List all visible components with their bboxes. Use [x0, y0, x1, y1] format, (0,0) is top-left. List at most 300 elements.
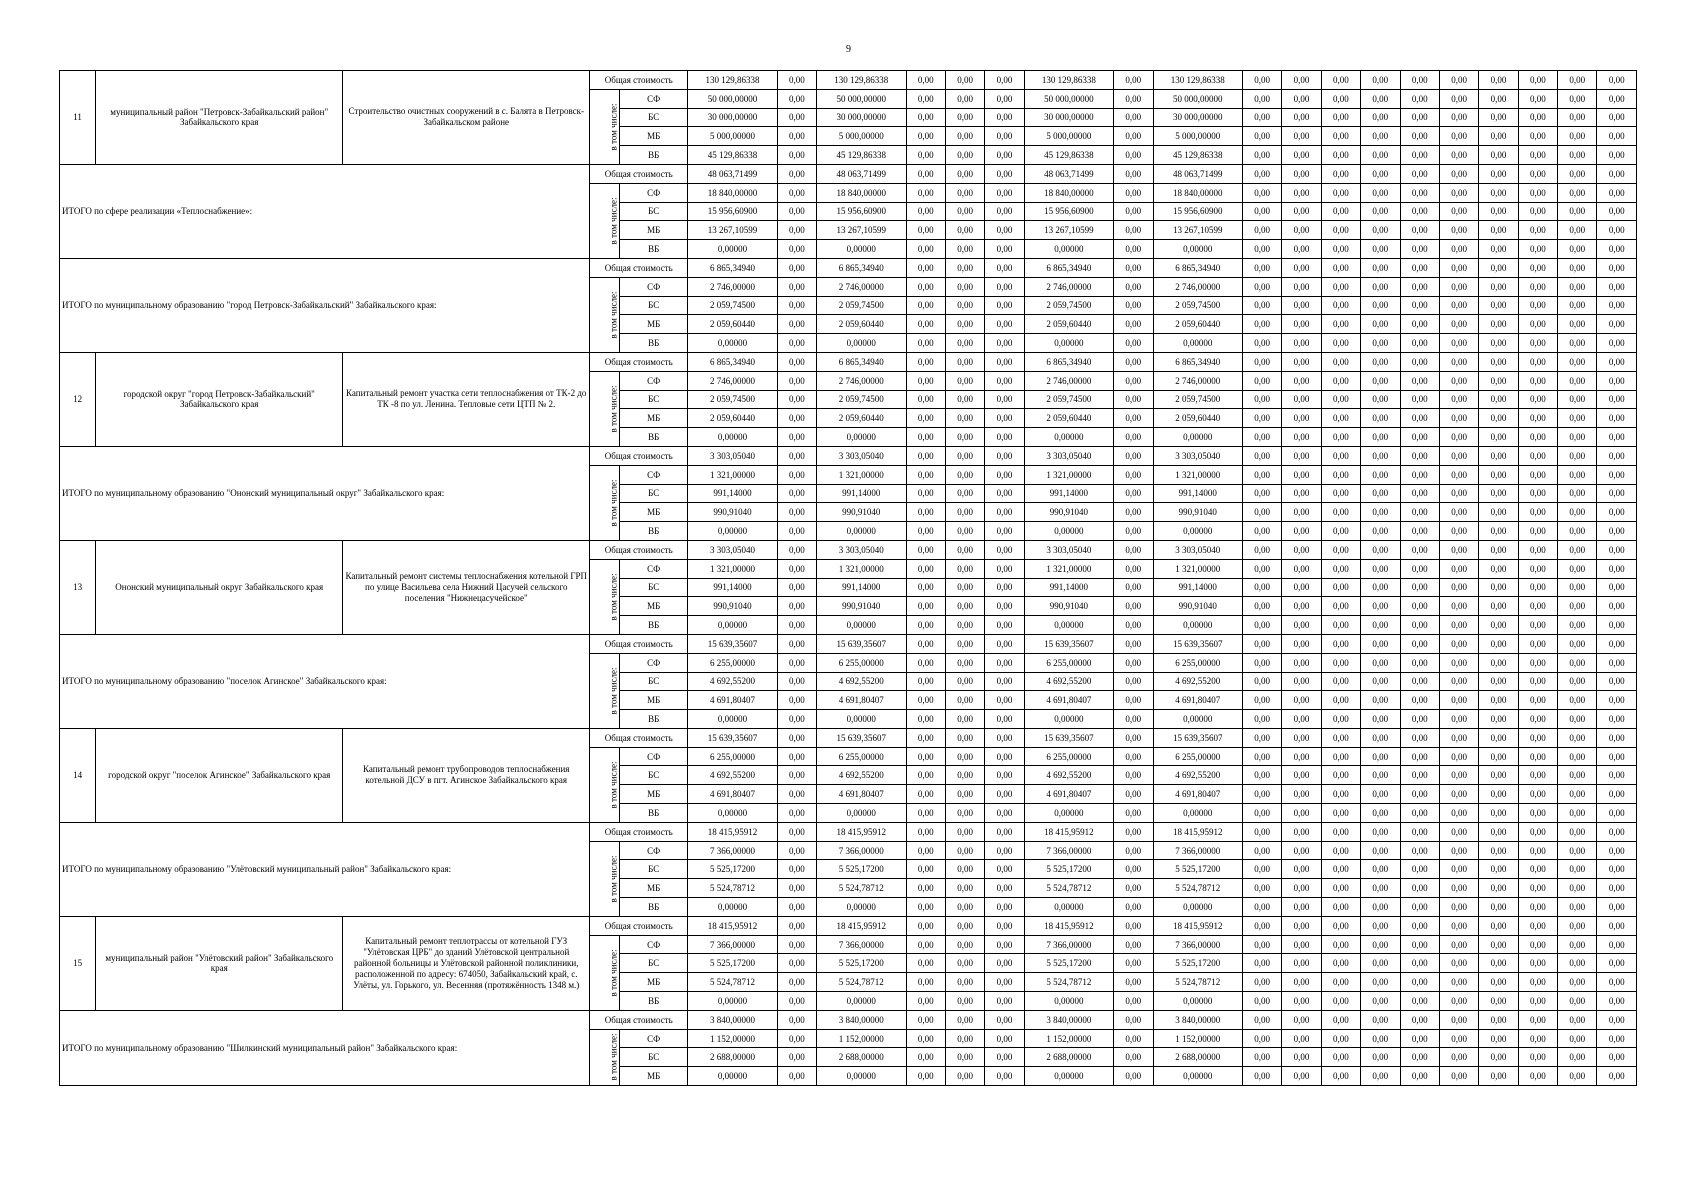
zero-cell: 0,00 — [1282, 465, 1321, 484]
zero-cell: 0,00 — [1114, 916, 1153, 935]
zero-cell: 0,00 — [1321, 146, 1360, 165]
including-text: в том числе: — [608, 479, 619, 527]
zero-cell: 0,00 — [985, 146, 1024, 165]
zero-cell: 0,00 — [1558, 691, 1597, 710]
zero-cell: 0,00 — [1400, 315, 1439, 334]
value-cell: 5 524,78712 — [1024, 973, 1113, 992]
zero-cell: 0,00 — [1558, 578, 1597, 597]
zero-cell: 0,00 — [1400, 522, 1439, 541]
zero-cell: 0,00 — [985, 1029, 1024, 1048]
value-cell: 6 865,34940 — [688, 352, 777, 371]
zero-cell: 0,00 — [1321, 258, 1360, 277]
zero-cell: 0,00 — [906, 1067, 945, 1086]
zero-cell: 0,00 — [1242, 334, 1281, 353]
zero-cell: 0,00 — [1400, 597, 1439, 616]
fund-code: ВБ — [620, 710, 688, 729]
including-text: в том числе: — [608, 949, 619, 997]
zero-cell: 0,00 — [1439, 127, 1478, 146]
zero-cell: 0,00 — [1321, 108, 1360, 127]
table-row — [60, 71, 1637, 90]
value-cell: 0,00000 — [1153, 334, 1242, 353]
value-cell: 2 059,60440 — [1024, 315, 1113, 334]
zero-cell: 0,00 — [945, 634, 984, 653]
zero-cell: 0,00 — [1479, 841, 1518, 860]
zero-cell: 0,00 — [1479, 898, 1518, 917]
zero-cell: 0,00 — [1282, 578, 1321, 597]
value-cell: 18 840,00000 — [817, 183, 906, 202]
value-cell: 30 000,00000 — [1024, 108, 1113, 127]
zero-cell: 0,00 — [777, 390, 816, 409]
zero-cell: 0,00 — [1597, 315, 1637, 334]
zero-cell: 0,00 — [1114, 446, 1153, 465]
fund-code: ВБ — [620, 616, 688, 635]
value-cell: 5 525,17200 — [688, 954, 777, 973]
zero-cell: 0,00 — [1114, 1029, 1153, 1048]
zero-cell: 0,00 — [1361, 1029, 1400, 1048]
zero-cell: 0,00 — [1242, 127, 1281, 146]
zero-cell: 0,00 — [1439, 296, 1478, 315]
fund-code: БС — [620, 1048, 688, 1067]
zero-cell: 0,00 — [1439, 446, 1478, 465]
zero-cell: 0,00 — [1597, 108, 1637, 127]
zero-cell: 0,00 — [1400, 202, 1439, 221]
zero-cell: 0,00 — [1518, 146, 1557, 165]
zero-cell: 0,00 — [985, 258, 1024, 277]
zero-cell: 0,00 — [1114, 710, 1153, 729]
zero-cell: 0,00 — [906, 315, 945, 334]
fund-code: МБ — [620, 597, 688, 616]
zero-cell: 0,00 — [906, 916, 945, 935]
zero-cell: 0,00 — [985, 747, 1024, 766]
zero-cell: 0,00 — [1282, 747, 1321, 766]
zero-cell: 0,00 — [985, 653, 1024, 672]
value-cell: 6 255,00000 — [1153, 747, 1242, 766]
value-cell: 2 059,74500 — [1153, 296, 1242, 315]
zero-cell: 0,00 — [1479, 409, 1518, 428]
zero-cell: 0,00 — [1518, 804, 1557, 823]
zero-cell: 0,00 — [1400, 785, 1439, 804]
item-number: 14 — [60, 728, 96, 822]
value-cell: 0,00000 — [688, 1067, 777, 1086]
zero-cell: 0,00 — [1282, 728, 1321, 747]
value-cell: 0,00000 — [688, 428, 777, 447]
zero-cell: 0,00 — [1479, 1029, 1518, 1048]
zero-cell: 0,00 — [1282, 108, 1321, 127]
zero-cell: 0,00 — [1439, 860, 1478, 879]
value-cell: 991,14000 — [688, 578, 777, 597]
table-row — [60, 352, 1637, 371]
value-cell: 0,00000 — [688, 522, 777, 541]
zero-cell: 0,00 — [985, 522, 1024, 541]
including-text: в том числе: — [608, 103, 619, 151]
zero-cell: 0,00 — [1361, 841, 1400, 860]
zero-cell: 0,00 — [1518, 634, 1557, 653]
zero-cell: 0,00 — [1321, 503, 1360, 522]
zero-cell: 0,00 — [1361, 898, 1400, 917]
zero-cell: 0,00 — [985, 616, 1024, 635]
value-cell: 3 303,05040 — [688, 540, 777, 559]
zero-cell: 0,00 — [1558, 597, 1597, 616]
zero-cell: 0,00 — [1282, 559, 1321, 578]
including-text: в том числе: — [608, 291, 619, 339]
zero-cell: 0,00 — [1558, 108, 1597, 127]
zero-cell: 0,00 — [1361, 108, 1400, 127]
zero-cell: 0,00 — [945, 277, 984, 296]
zero-cell: 0,00 — [1114, 202, 1153, 221]
value-cell: 0,00000 — [1024, 428, 1113, 447]
zero-cell: 0,00 — [1361, 747, 1400, 766]
zero-cell: 0,00 — [1597, 935, 1637, 954]
zero-cell: 0,00 — [985, 898, 1024, 917]
zero-cell: 0,00 — [1597, 841, 1637, 860]
zero-cell: 0,00 — [1439, 954, 1478, 973]
zero-cell: 0,00 — [1361, 879, 1400, 898]
value-cell: 2 059,60440 — [688, 409, 777, 428]
including-text: в том числе: — [608, 197, 619, 245]
zero-cell: 0,00 — [945, 522, 984, 541]
zero-cell: 0,00 — [777, 785, 816, 804]
zero-cell: 0,00 — [1518, 428, 1557, 447]
zero-cell: 0,00 — [1558, 616, 1597, 635]
zero-cell: 0,00 — [1282, 992, 1321, 1011]
zero-cell: 0,00 — [1439, 766, 1478, 785]
zero-cell: 0,00 — [777, 1029, 816, 1048]
value-cell: 0,00000 — [817, 240, 906, 259]
zero-cell: 0,00 — [945, 973, 984, 992]
zero-cell: 0,00 — [945, 898, 984, 917]
zero-cell: 0,00 — [1361, 973, 1400, 992]
zero-cell: 0,00 — [777, 277, 816, 296]
value-cell: 3 840,00000 — [817, 1010, 906, 1029]
zero-cell: 0,00 — [1282, 390, 1321, 409]
zero-cell: 0,00 — [1321, 616, 1360, 635]
including-label — [590, 277, 620, 352]
zero-cell: 0,00 — [1282, 409, 1321, 428]
zero-cell: 0,00 — [1242, 935, 1281, 954]
zero-cell: 0,00 — [1400, 672, 1439, 691]
value-cell: 6 255,00000 — [817, 653, 906, 672]
zero-cell: 0,00 — [1439, 164, 1478, 183]
zero-cell: 0,00 — [1400, 691, 1439, 710]
value-cell: 0,00000 — [1153, 804, 1242, 823]
zero-cell: 0,00 — [985, 1010, 1024, 1029]
zero-cell: 0,00 — [1114, 898, 1153, 917]
zero-cell: 0,00 — [1114, 822, 1153, 841]
zero-cell: 0,00 — [985, 371, 1024, 390]
zero-cell: 0,00 — [1242, 1010, 1281, 1029]
zero-cell: 0,00 — [777, 860, 816, 879]
zero-cell: 0,00 — [945, 785, 984, 804]
zero-cell: 0,00 — [945, 202, 984, 221]
value-cell: 991,14000 — [688, 484, 777, 503]
zero-cell: 0,00 — [1114, 860, 1153, 879]
zero-cell: 0,00 — [945, 916, 984, 935]
zero-cell: 0,00 — [1361, 89, 1400, 108]
zero-cell: 0,00 — [1439, 108, 1478, 127]
zero-cell: 0,00 — [1597, 446, 1637, 465]
zero-cell: 0,00 — [1439, 183, 1478, 202]
zero-cell: 0,00 — [1439, 371, 1478, 390]
zero-cell: 0,00 — [1597, 898, 1637, 917]
zero-cell: 0,00 — [1282, 296, 1321, 315]
zero-cell: 0,00 — [1518, 578, 1557, 597]
zero-cell: 0,00 — [1242, 1029, 1281, 1048]
value-cell: 1 321,00000 — [688, 465, 777, 484]
zero-cell: 0,00 — [1242, 804, 1281, 823]
zero-cell: 0,00 — [1439, 315, 1478, 334]
zero-cell: 0,00 — [945, 428, 984, 447]
zero-cell: 0,00 — [1558, 221, 1597, 240]
zero-cell: 0,00 — [1321, 315, 1360, 334]
value-cell: 48 063,71499 — [688, 164, 777, 183]
zero-cell: 0,00 — [985, 221, 1024, 240]
value-cell: 0,00000 — [688, 240, 777, 259]
municipality-name: Ононский муниципальный округ Забайкальского края — [96, 540, 343, 634]
municipality-name: муниципальный район "Петровск-Забайкальский район" Забайкальского края — [96, 71, 343, 165]
zero-cell: 0,00 — [1400, 747, 1439, 766]
zero-cell: 0,00 — [1400, 1048, 1439, 1067]
zero-cell: 0,00 — [1242, 710, 1281, 729]
zero-cell: 0,00 — [1558, 747, 1597, 766]
zero-cell: 0,00 — [777, 503, 816, 522]
zero-cell: 0,00 — [906, 1048, 945, 1067]
table-row — [60, 728, 1637, 747]
zero-cell: 0,00 — [985, 484, 1024, 503]
zero-cell: 0,00 — [1400, 1067, 1439, 1086]
zero-cell: 0,00 — [1114, 616, 1153, 635]
zero-cell: 0,00 — [1242, 1048, 1281, 1067]
zero-cell: 0,00 — [985, 409, 1024, 428]
zero-cell: 0,00 — [1361, 484, 1400, 503]
zero-cell: 0,00 — [1400, 390, 1439, 409]
zero-cell: 0,00 — [1439, 503, 1478, 522]
zero-cell: 0,00 — [1439, 559, 1478, 578]
zero-cell: 0,00 — [1479, 559, 1518, 578]
zero-cell: 0,00 — [1361, 804, 1400, 823]
zero-cell: 0,00 — [1321, 1010, 1360, 1029]
zero-cell: 0,00 — [1361, 221, 1400, 240]
zero-cell: 0,00 — [1321, 785, 1360, 804]
zero-cell: 0,00 — [906, 879, 945, 898]
zero-cell: 0,00 — [777, 710, 816, 729]
value-cell: 5 524,78712 — [817, 879, 906, 898]
value-cell: 0,00000 — [1153, 616, 1242, 635]
including-label — [590, 183, 620, 258]
zero-cell: 0,00 — [1282, 183, 1321, 202]
zero-cell: 0,00 — [1479, 672, 1518, 691]
zero-cell: 0,00 — [1242, 202, 1281, 221]
value-cell: 991,14000 — [1024, 578, 1113, 597]
zero-cell: 0,00 — [1242, 973, 1281, 992]
zero-cell: 0,00 — [1282, 860, 1321, 879]
zero-cell: 0,00 — [1558, 841, 1597, 860]
value-cell: 2 059,74500 — [817, 390, 906, 409]
zero-cell: 0,00 — [906, 822, 945, 841]
zero-cell: 0,00 — [1114, 352, 1153, 371]
zero-cell: 0,00 — [1518, 164, 1557, 183]
zero-cell: 0,00 — [777, 221, 816, 240]
table-row — [60, 446, 1637, 465]
value-cell: 4 691,80407 — [1153, 691, 1242, 710]
zero-cell: 0,00 — [1518, 409, 1557, 428]
value-cell: 5 525,17200 — [1153, 860, 1242, 879]
zero-cell: 0,00 — [1361, 559, 1400, 578]
zero-cell: 0,00 — [906, 653, 945, 672]
zero-cell: 0,00 — [1400, 108, 1439, 127]
zero-cell: 0,00 — [906, 935, 945, 954]
value-cell: 6 865,34940 — [817, 258, 906, 277]
zero-cell: 0,00 — [1361, 202, 1400, 221]
zero-cell: 0,00 — [1479, 916, 1518, 935]
zero-cell: 0,00 — [1479, 522, 1518, 541]
zero-cell: 0,00 — [906, 634, 945, 653]
value-cell: 4 692,55200 — [1024, 672, 1113, 691]
zero-cell: 0,00 — [1321, 465, 1360, 484]
zero-cell: 0,00 — [1518, 747, 1557, 766]
value-cell: 130 129,86338 — [817, 71, 906, 90]
including-text: в том числе: — [608, 1033, 619, 1081]
value-cell: 4 691,80407 — [688, 785, 777, 804]
zero-cell: 0,00 — [1361, 371, 1400, 390]
zero-cell: 0,00 — [945, 672, 984, 691]
zero-cell: 0,00 — [945, 465, 984, 484]
zero-cell: 0,00 — [1558, 146, 1597, 165]
zero-cell: 0,00 — [1518, 973, 1557, 992]
zero-cell: 0,00 — [1439, 653, 1478, 672]
value-cell: 0,00000 — [817, 522, 906, 541]
zero-cell: 0,00 — [1518, 841, 1557, 860]
value-cell: 2 059,60440 — [1153, 409, 1242, 428]
including-label — [590, 559, 620, 634]
zero-cell: 0,00 — [1400, 992, 1439, 1011]
value-cell: 4 692,55200 — [1024, 766, 1113, 785]
zero-cell: 0,00 — [985, 916, 1024, 935]
zero-cell: 0,00 — [1479, 747, 1518, 766]
zero-cell: 0,00 — [945, 146, 984, 165]
zero-cell: 0,00 — [1439, 578, 1478, 597]
zero-cell: 0,00 — [1282, 672, 1321, 691]
zero-cell: 0,00 — [1242, 164, 1281, 183]
zero-cell: 0,00 — [1518, 1010, 1557, 1029]
zero-cell: 0,00 — [1597, 785, 1637, 804]
zero-cell: 0,00 — [777, 1010, 816, 1029]
zero-cell: 0,00 — [945, 728, 984, 747]
zero-cell: 0,00 — [1479, 822, 1518, 841]
zero-cell: 0,00 — [777, 747, 816, 766]
zero-cell: 0,00 — [1597, 672, 1637, 691]
zero-cell: 0,00 — [777, 597, 816, 616]
value-cell: 5 525,17200 — [1024, 860, 1113, 879]
zero-cell: 0,00 — [1282, 766, 1321, 785]
value-cell: 7 366,00000 — [817, 935, 906, 954]
zero-cell: 0,00 — [777, 898, 816, 917]
zero-cell: 0,00 — [1242, 522, 1281, 541]
zero-cell: 0,00 — [1597, 634, 1637, 653]
zero-cell: 0,00 — [1597, 992, 1637, 1011]
zero-cell: 0,00 — [945, 315, 984, 334]
zero-cell: 0,00 — [777, 484, 816, 503]
value-cell: 2 059,74500 — [688, 390, 777, 409]
including-label — [590, 465, 620, 540]
zero-cell: 0,00 — [1558, 71, 1597, 90]
zero-cell: 0,00 — [1361, 860, 1400, 879]
total-cost-label: Общая стоимость — [590, 540, 688, 559]
zero-cell: 0,00 — [777, 1067, 816, 1086]
zero-cell: 0,00 — [1597, 146, 1637, 165]
zero-cell: 0,00 — [945, 89, 984, 108]
fund-code: МБ — [620, 127, 688, 146]
value-cell: 990,91040 — [817, 503, 906, 522]
zero-cell: 0,00 — [1479, 804, 1518, 823]
zero-cell: 0,00 — [906, 277, 945, 296]
fund-code: МБ — [620, 879, 688, 898]
value-cell: 1 321,00000 — [817, 559, 906, 578]
value-cell: 0,00000 — [1024, 804, 1113, 823]
zero-cell: 0,00 — [777, 935, 816, 954]
zero-cell: 0,00 — [945, 484, 984, 503]
zero-cell: 0,00 — [1558, 785, 1597, 804]
zero-cell: 0,00 — [1242, 446, 1281, 465]
zero-cell: 0,00 — [1282, 916, 1321, 935]
value-cell: 0,00000 — [1024, 992, 1113, 1011]
zero-cell: 0,00 — [1597, 822, 1637, 841]
total-label: ИТОГО по муниципальному образованию "Ононский муниципальный округ" Забайкальского края: — [60, 446, 590, 540]
zero-cell: 0,00 — [1242, 559, 1281, 578]
zero-cell: 0,00 — [1321, 277, 1360, 296]
zero-cell: 0,00 — [1400, 277, 1439, 296]
zero-cell: 0,00 — [1242, 916, 1281, 935]
zero-cell: 0,00 — [1242, 89, 1281, 108]
zero-cell: 0,00 — [1114, 183, 1153, 202]
zero-cell: 0,00 — [1597, 164, 1637, 183]
value-cell: 15 639,35607 — [1153, 728, 1242, 747]
zero-cell: 0,00 — [1114, 973, 1153, 992]
zero-cell: 0,00 — [1597, 540, 1637, 559]
zero-cell: 0,00 — [1361, 672, 1400, 691]
value-cell: 48 063,71499 — [1153, 164, 1242, 183]
zero-cell: 0,00 — [777, 465, 816, 484]
zero-cell: 0,00 — [1242, 597, 1281, 616]
zero-cell: 0,00 — [985, 89, 1024, 108]
value-cell: 2 688,00000 — [817, 1048, 906, 1067]
zero-cell: 0,00 — [1597, 1048, 1637, 1067]
zero-cell: 0,00 — [1597, 728, 1637, 747]
value-cell: 6 865,34940 — [688, 258, 777, 277]
value-cell: 15 639,35607 — [688, 728, 777, 747]
zero-cell: 0,00 — [906, 258, 945, 277]
zero-cell: 0,00 — [1282, 1067, 1321, 1086]
value-cell: 15 956,60900 — [1024, 202, 1113, 221]
zero-cell: 0,00 — [945, 710, 984, 729]
zero-cell: 0,00 — [1400, 540, 1439, 559]
value-cell: 2 746,00000 — [688, 371, 777, 390]
zero-cell: 0,00 — [1479, 127, 1518, 146]
zero-cell: 0,00 — [1479, 277, 1518, 296]
zero-cell: 0,00 — [1282, 954, 1321, 973]
value-cell: 990,91040 — [688, 503, 777, 522]
zero-cell: 0,00 — [1114, 672, 1153, 691]
zero-cell: 0,00 — [1479, 146, 1518, 165]
zero-cell: 0,00 — [985, 973, 1024, 992]
zero-cell: 0,00 — [985, 1067, 1024, 1086]
object-description: Капитальный ремонт трубопроводов теплоснабжения котельной ДСУ в пгт. Агинское Забайкальского края — [343, 728, 590, 822]
zero-cell: 0,00 — [1479, 578, 1518, 597]
value-cell: 15 956,60900 — [688, 202, 777, 221]
zero-cell: 0,00 — [985, 1048, 1024, 1067]
value-cell: 1 321,00000 — [817, 465, 906, 484]
zero-cell: 0,00 — [1558, 1048, 1597, 1067]
zero-cell: 0,00 — [1479, 89, 1518, 108]
